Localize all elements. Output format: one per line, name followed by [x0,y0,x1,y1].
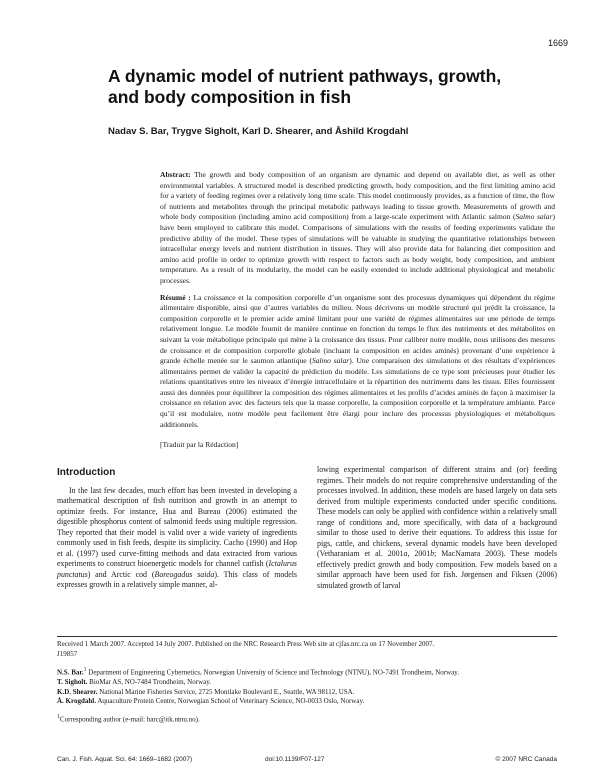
intro-paragraph-1 [57,486,297,591]
received-dates: Received 1 March 2007. Accepted 14 July 2007. Published on the NRC Research Press Web site at cjfas.nrc.ca on 17 November 2007. [57,640,435,648]
body-column-left [57,468,297,591]
intro-text: ; MacNamara 2003). These models effectively predict growth and body composition. Few models based on a similar approach have been used for fish. Jørgensen and Fiksen (2006) simulated growth of larval [317,549,558,591]
page-number: 1669 [547,38,568,48]
affiliation-sigholt [57,678,557,688]
abstract-en [160,170,555,287]
journal-footer [57,756,557,766]
affiliation-name: N.S. Bar. [57,667,84,676]
corresponding-author-text: Corresponding author (e-mail: barc@itk.ntnu.no). [59,715,200,724]
manuscript-code: J19857 [57,649,78,658]
title-line-2: and body composition in fish [108,87,352,107]
footnote-marker: 1 [83,666,87,673]
affiliation-name: K.D. Shearer. [57,687,98,696]
affiliation-name: T. Sigholt. [57,677,88,686]
abstract-fr [160,293,555,431]
resume-species: Salmo salar [311,356,350,366]
species-name: Ictalurus punctatus [57,559,297,579]
translation-note: [Traduit par la Rédaction] [160,440,239,450]
affiliation-krogdahl [57,697,557,707]
resume-text-1: La croissance et la composition corporelle d’un organisme sont des processus dynamiques qui dépendent du régime alimentaire disponible, ainsi que d’autres variables du milieu. Nous décrivons un modèle structuré qui prédit la croissance, la composition corporelle et le premier acide aminé limitant pour une variété de régimes alimentaires sur une période de temps relativement longue. Le modèle fournit de manière continue en fonction du temps le flux des nutriments et des métabolites en suivant la voie métabolique principale qui mène à la croissance des tissus. Pour calibrer notre modèle, nous utilisons des mesures de croissance et de composition corporelle globale (incluant la composition en acides aminés) provenant d’une expérience à grande échelle menée sur le saumon atlantique ( [160,292,555,366]
corresponding-author [57,713,557,725]
affiliation-text: BioMar AS, NO-7484 Trondheim, Norway. [87,677,212,686]
affiliation-bar [57,666,557,678]
author-list: Nadav S. Bar, Trygve Sigholt, Karl D. Shearer, and Åshild Krogdahl [108,126,409,137]
abstract-text-1: The growth and body composition of an organism are dynamic and depend on available diet, as well as other environmental variables. A structured model is described predicting growth, body composition, and the first limiting amino acid for a variety of feeding regimes over a relatively long time scale. This model continuously provides, as a function of time, the flow of nutrients and metabolites through the principal metabolic pathways leading to tissue growth. Measurements of growth and whole body composition (including amino acid composition) from a large-scale experiment with Atlantic salmon ( [160,170,555,222]
intro-text: , 2001 [407,549,431,559]
intro-text: ) and Arctic cod ( [87,569,155,579]
resume-label: Résumé : [160,292,191,302]
footnotes [57,640,557,725]
copyright-notice: © 2007 NRC Canada [495,756,557,763]
intro-paragraph-1-cont [317,465,557,592]
intro-text: ). This class of models expresses growth in a relatively simple manner, al- [57,569,297,590]
species-name: Boreogadus saida [154,569,215,579]
article-title [108,66,548,108]
affiliation-text: National Marine Fisheries Service, 2725 Montlake Boulevard E., Seattle, WA 98112, USA. [97,687,355,696]
affiliation-name: Å. Krogdahl. [57,697,96,706]
footnote-marker: 1 [57,714,60,721]
affiliation-shearer [57,688,557,698]
title-line-1: A dynamic model of nutrient pathways, growth, [108,66,502,86]
citation-suffix: a [403,549,408,559]
affiliation-text: Department of Engineering Cybernetics, Norwegian University of Science and Technology (NTNU), NO-7491 Trondheim, Norway. [86,667,460,676]
journal-citation: Can. J. Fish. Aquat. Sci. 64: 1669–1682 (2007) [57,756,193,763]
citation-suffix: b [430,549,435,559]
resume-text-2: ). Une comparaison des simulations et des résultats d’expériences alimentaires permet de valider la capacité de prédiction du modèle. Les simulations de ce type sont précieuses pour étudier les relations quantitatives entre les niveaux d’énergie intracellulaire et la répartition des nutriments dans les tissus. Elles fournissent aussi des données pour équilibrer la composition des régimes alimentaires et les profils d’acides aminés de façon à maximiser la croissance en relation avec des facteurs tels que la masse corporelle, la composition corporelle et la température ambiante. Parce qu’il est modulaire, notre modèle peut facilement être élargi pour inclure des processus physiologiques et métaboliques additionnels. [160,356,556,429]
doi-link[interactable]: doi:10.1139/F07-127 [265,756,325,763]
abstract-text-2: ) have been employed to calibrate this model. Comparisons of simulations with the results of feeding experiments validate the predictive ability of the model. These types of simulations will be valuable in studying the quantitative relationships between intracellular energy levels and nutrient distribution in tissues. They will also provide data for balancing diet composition and amino acid profile in order to optimize growth with respect to factors such as body weight, body composition, and ambient temperature. As a result of its modularity, the model can be easily extended to include additional physiological and metabolic processes. [160,212,555,285]
intro-text: In the last few decades, much effort has been invested in developing a mathematical description of fish nutrition and growth in an attempt to optimize feeds. For instance, Hua and Bureau (2006) estimated the digestible phosphorus content of salmonid feeds using multiple regression. They reported that their model is valid over a wide variety of ingredients commonly used in fish feeds, despite its simplicity. Cacho (1990) and Hop et al. (1997) used curve-fitting methods and data extracted from various experiments to construct bioenergetic models for channel catfish ( [57,485,297,569]
intro-text: lowing experimental comparison of different strains and (or) feeding regimes. Their models do not require comprehensive understanding of the processes involved. In addition, these models are based largely on data sets derived from multiple experiments conducted under specific conditions. These models can only be applied with confidence within a relatively small range of conditions and, more specifically, with data of a background similar to those used to derive their equations. To address this issue for pigs, cattle, and chickens, several dynamic models have been developed (Vetharaniam et al. 2001 [317,465,557,559]
footnote-divider [57,636,557,637]
body-column-right [317,465,557,592]
affiliation-text: Aquaculture Protein Centre, Norwegian School of Veterinary Science, NO-0033 Oslo, Norway. [95,697,365,706]
abstract-species: Salmo salar [515,212,553,222]
section-heading-introduction: Introduction [57,467,116,478]
abstract-block [160,170,555,451]
abstract-label: Abstract: [160,170,191,179]
